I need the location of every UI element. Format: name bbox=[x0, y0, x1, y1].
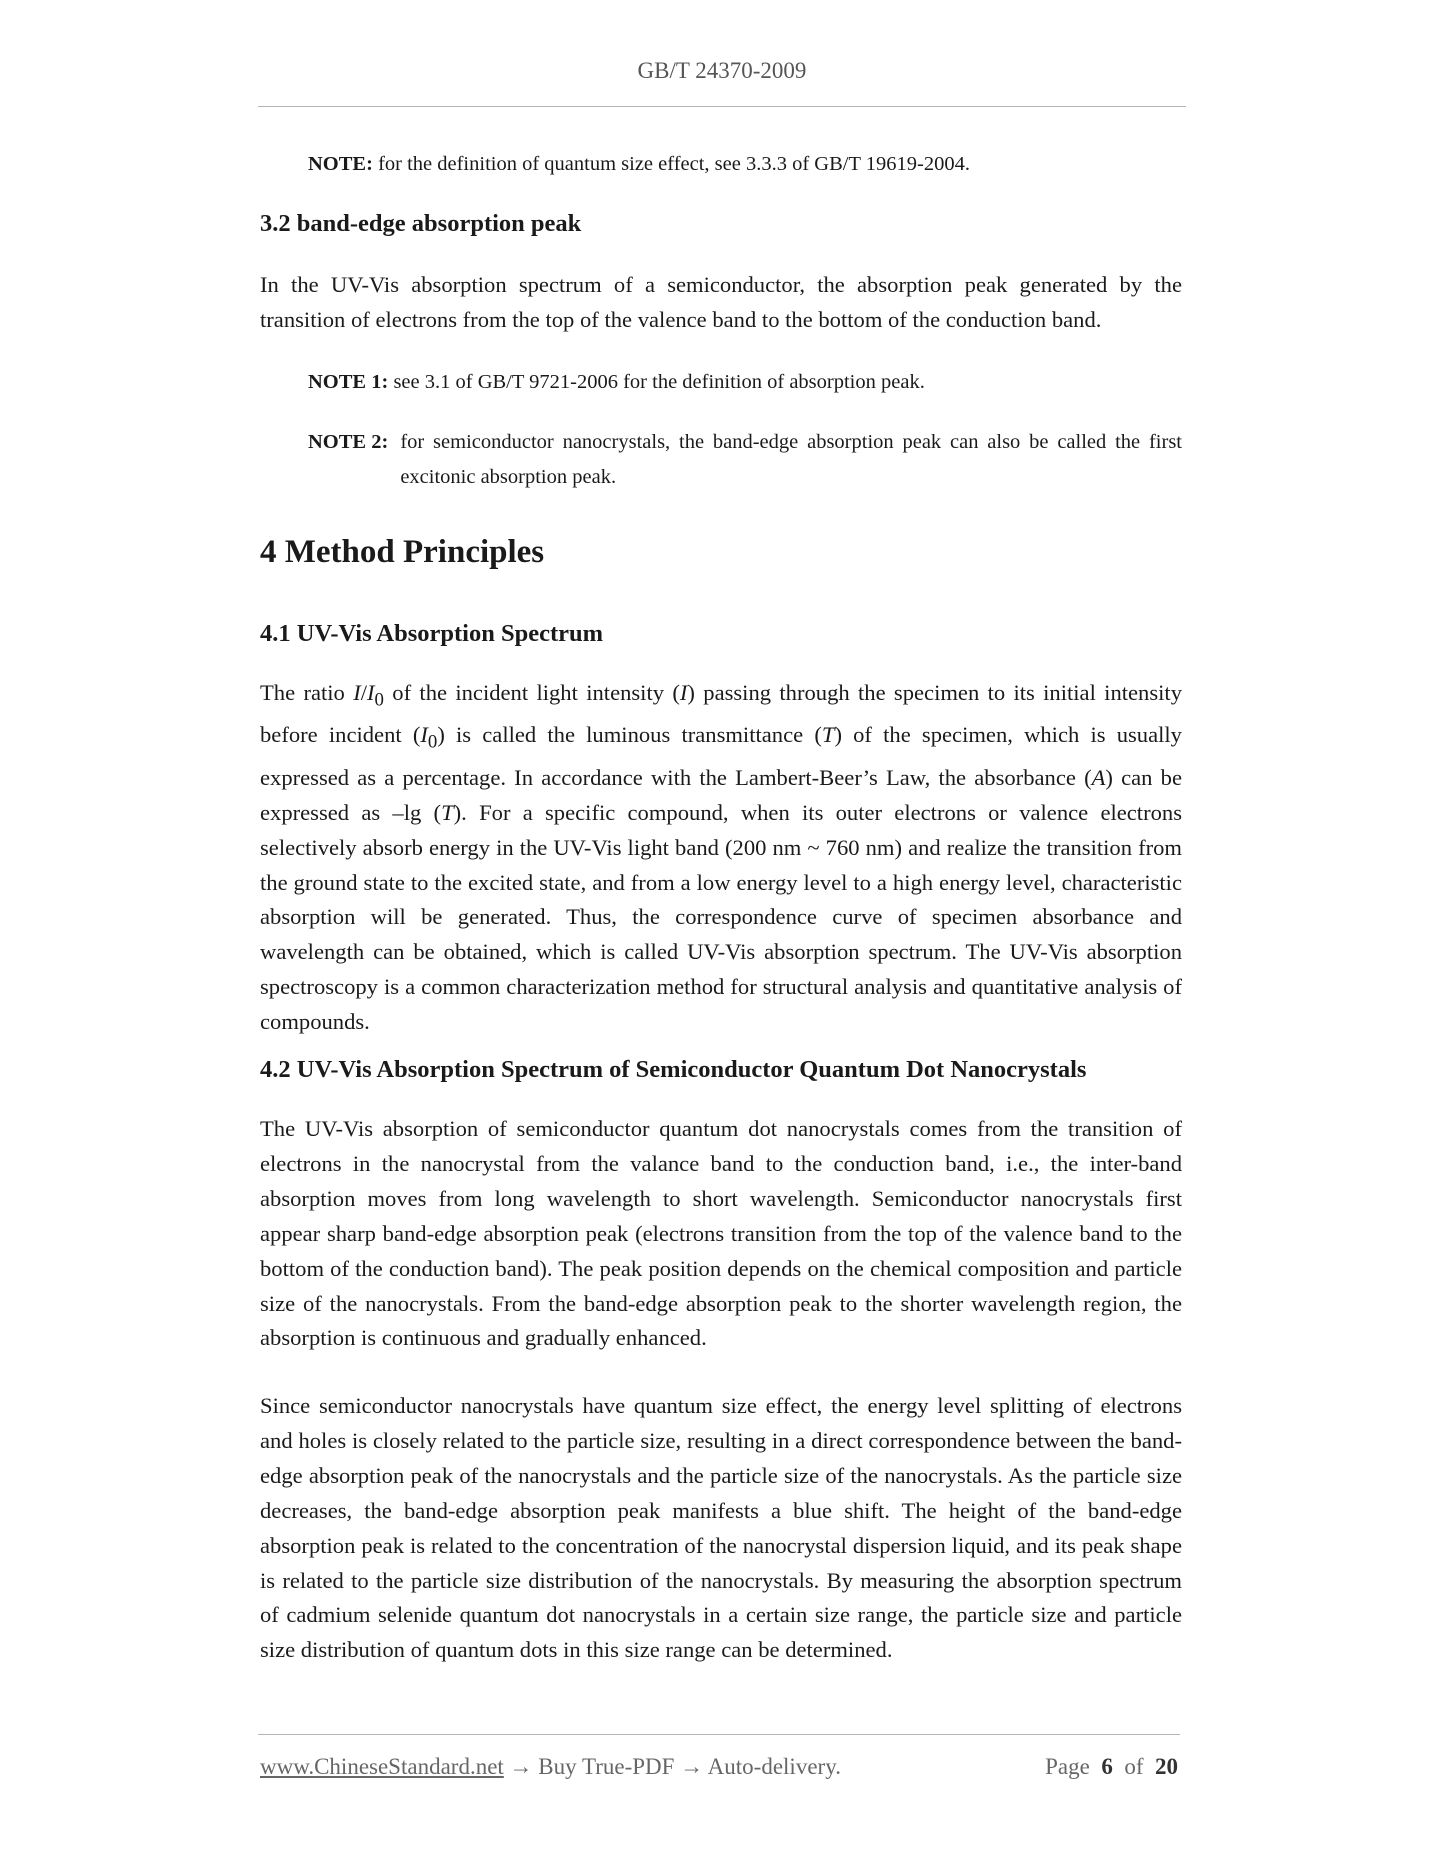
symbol-initial-intensity: I bbox=[420, 722, 428, 748]
section-3-2-body: In the UV-Vis absorption spectrum of a semiconductor, the absorption peak generated by the transition of electrons from the top of the valence band to the bottom of the conduction band. bbox=[260, 272, 1182, 332]
text-run: ) is called the luminous transmittance ( bbox=[437, 722, 822, 748]
note-2-excitonic-peak bbox=[308, 425, 1182, 495]
of-label: of bbox=[1124, 1754, 1144, 1779]
text-run: / bbox=[360, 680, 367, 705]
footer-left bbox=[260, 1754, 841, 1780]
section-4-1-body bbox=[260, 676, 1182, 1040]
text-run: ) passing through the specimen to its initial intensity before incident ( bbox=[260, 680, 1182, 748]
symbol-absorbance: A bbox=[1091, 764, 1106, 790]
footer-divider bbox=[258, 1734, 1180, 1735]
symbol-transmittance: T bbox=[441, 799, 454, 825]
note-1-absorption-peak bbox=[308, 365, 1182, 399]
note-label: NOTE: bbox=[308, 153, 373, 175]
section-3-2-heading: 3.2 band-edge absorption peak bbox=[260, 210, 582, 237]
note-1-text: see 3.1 of GB/T 9721-2006 for the definition of absorption peak. bbox=[388, 371, 925, 393]
note-1-label: NOTE 1: bbox=[308, 371, 389, 393]
section-4-2-paragraph-1: The UV-Vis absorption of semiconductor quantum dot nanocrystals comes from the transition of electrons in the nanocrystal from the valance band to the conduction band, i.e., the inter-band absorption moves from long wavelength to short wavelength. Semiconductor nanocrystals first appear sharp band-edge absorption peak (electrons transition from the top of the valence band to the bottom of the conduction band). The peak position depends on the chemical composition and particle size of the nanocrystals. From the band-edge absorption peak to the shorter wavelength region, the absorption is continuous and gradually enhanced. bbox=[260, 1116, 1182, 1351]
symbol-initial-intensity: I bbox=[367, 680, 375, 705]
note-quantum-size-effect bbox=[308, 147, 1182, 181]
buy-pdf-text: Buy True-PDF bbox=[538, 1754, 675, 1779]
note-2-label: NOTE 2: bbox=[308, 431, 389, 453]
page-footer bbox=[260, 1754, 1178, 1780]
section-4-2-heading: 4.2 UV-Vis Absorption Spectrum of Semiconductor Quantum Dot Nanocrystals bbox=[260, 1056, 1087, 1083]
page-number bbox=[1045, 1754, 1178, 1780]
auto-delivery-text: Auto-delivery. bbox=[707, 1754, 841, 1779]
current-page: 6 bbox=[1101, 1754, 1113, 1779]
symbol-intensity: I bbox=[353, 680, 361, 705]
note-text: for the definition of quantum size effect, see 3.3.3 of GB/T 19619-2004. bbox=[372, 153, 970, 175]
page-label: Page bbox=[1045, 1754, 1090, 1779]
section-4-1-heading: 4.1 UV-Vis Absorption Spectrum bbox=[260, 620, 604, 647]
section-4-heading: 4 Method Principles bbox=[260, 534, 545, 570]
arrow-icon: → bbox=[674, 1754, 708, 1779]
subscript-zero: 0 bbox=[427, 731, 438, 753]
document-code-header: GB/T 24370-2009 bbox=[637, 58, 807, 83]
text-run: The ratio bbox=[260, 680, 354, 705]
symbol-transmittance: T bbox=[821, 722, 835, 748]
arrow-icon: → bbox=[503, 1754, 539, 1779]
site-link[interactable]: www.ChineseStandard.net bbox=[260, 1754, 504, 1779]
section-4-2-paragraph-2: Since semiconductor nanocrystals have quantum size effect, the energy level splitting of electrons and holes is closely related to the particle size, resulting in a direct correspondence between the band-edge absorption peak of the nanocrystals and the particle size of the nanocrystals. As the particle size decreases, the band-edge absorption peak manifests a blue shift. The height of the band-edge absorption peak is related to the concentration of the nanocrystal dispersion liquid, and its peak shape is related to the particle size distribution of the nanocrystals. By measuring the absorption spectrum of cadmium selenide quantum dot nanocrystals in a certain size range, the particle size and particle size distribution of quantum dots in this size range can be determined. bbox=[260, 1393, 1182, 1663]
subscript-zero: 0 bbox=[374, 689, 384, 711]
text-run: ) can be expressed as –lg ( bbox=[260, 764, 1182, 825]
header-divider bbox=[258, 106, 1186, 107]
text-run: of the incident light intensity ( bbox=[383, 680, 680, 705]
symbol-intensity: I bbox=[679, 680, 688, 705]
text-run: ). For a specific compound, when its outer electrons or valence electrons selectively absorb energy in the UV-Vis light band (200 nm ~ 760 nm) and realize the transition from the ground state to the excited state, and from a low energy level to a high energy level, characteristic absorption will be generated. Thus, the correspondence curve of specimen absorbance and wavelength can be obtained, which is called UV-Vis absorption spectrum. The UV-Vis absorption spectroscopy is a common characterization method for structural analysis and quantitative analysis of compounds. bbox=[260, 799, 1182, 1035]
total-pages: 20 bbox=[1155, 1754, 1178, 1779]
note-2-text: for semiconductor nanocrystals, the band-edge absorption peak can also be called the first excitonic absorption peak. bbox=[400, 431, 1182, 488]
text-run: ) of the specimen, which is usually expressed as a percentage. In accordance with the Lambert-Beer’s Law, the absorbance ( bbox=[260, 722, 1182, 790]
